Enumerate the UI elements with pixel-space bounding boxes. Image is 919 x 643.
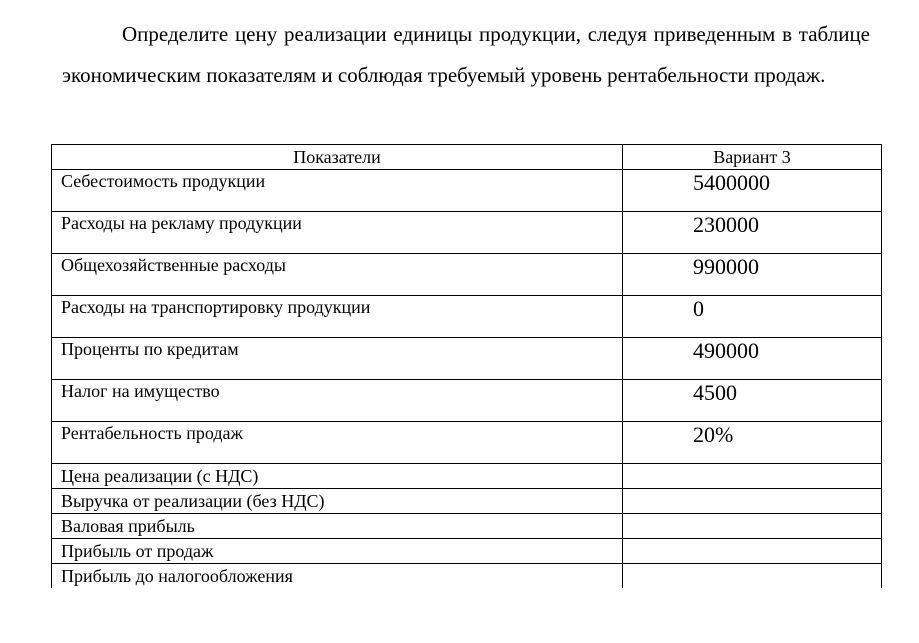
table-row [52,539,882,564]
table-header-row [52,145,882,170]
table-row [52,380,882,422]
row-value: 4500 [623,380,882,422]
row-label: Валовая прибыль [52,514,623,539]
row-label: Расходы на рекламу продукции [52,212,623,254]
column-header-indicators: Показатели [52,145,623,170]
table-row [52,296,882,338]
table-row [52,212,882,254]
row-value [623,514,882,539]
row-value [623,564,882,589]
row-label: Себестоимость продукции [52,170,623,212]
task-paragraph: Определите цену реализации единицы продукции, следуя приведенным в таблице экономическим показателям и соблюдая требуемый уровень рентабельности продаж. [62,22,870,87]
table-row [52,254,882,296]
row-value [623,464,882,489]
row-label: Рентабельность продаж [52,422,623,464]
column-header-variant: Вариант 3 [623,145,882,170]
row-label: Выручка от реализации (без НДС) [52,489,623,514]
row-value: 20% [623,422,882,464]
row-value: 0 [623,296,882,338]
row-label: Прибыль от продаж [52,539,623,564]
row-label: Расходы на транспортировку продукции [52,296,623,338]
table-row [52,338,882,380]
row-value [623,489,882,514]
table-row [52,564,882,589]
row-value: 230000 [623,212,882,254]
table-row [52,422,882,464]
table-row [52,514,882,539]
row-value: 490000 [623,338,882,380]
table-row [52,170,882,212]
row-label: Общехозяйственные расходы [52,254,623,296]
indicators-table [51,144,882,588]
row-value: 5400000 [623,170,882,212]
row-label: Проценты по кредитам [52,338,623,380]
row-value [623,539,882,564]
table-row [52,464,882,489]
row-value: 990000 [623,254,882,296]
row-label: Налог на имущество [52,380,623,422]
row-label: Прибыль до налогообложения [52,564,623,589]
row-label: Цена реализации (с НДС) [52,464,623,489]
table-row [52,489,882,514]
